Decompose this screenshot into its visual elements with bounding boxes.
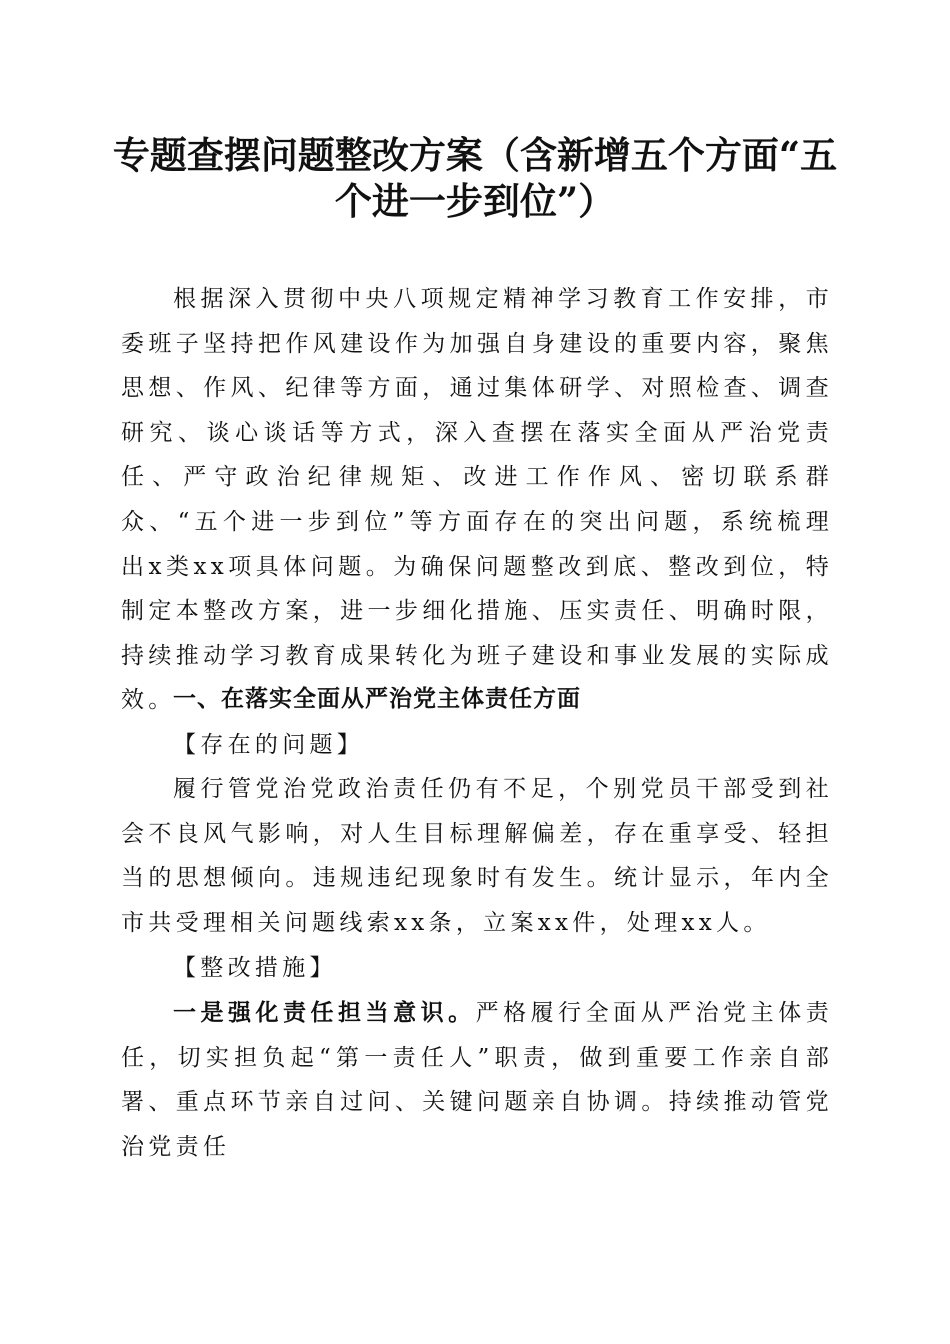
document-title: 专题查摆问题整改方案（含新增五个方面“五个进一步到位”） — [112, 133, 838, 223]
intro-paragraph: 根据深入贯彻中央八项规定精神学习教育工作安排，市委班子坚持把作风建设作为加强自身建设的重要内容，聚焦思想、作风、纪律等方面，通过集体研学、对照检查、调查研究、谈心谈话等方式，深入查摆在落实全面从严治党责任、严守政治纪律规矩、改进工作作风、密切联系群众、“五个进一步到位”等方面存在的突出问题，系统梳理出x类xx项具体问题。为确保问题整改到底、整改到位，特制定本整改方案，进一步细化措施、压实责任、明确时限，持续推动学习教育成果转化为班子建设和事业发展的实际成效。 — [121, 286, 833, 714]
measure-paragraph — [121, 991, 833, 1169]
measures-label: 【整改措施】 — [173, 955, 337, 981]
measure-lead: 一是强化责任担当意识。 — [173, 999, 476, 1026]
problems-paragraph: 履行管党治党政治责任仍有不足，个别党员干部受到社会不良风气影响，对人生目标理解偏差，存在重享受、轻担当的思想倾向。违规违纪现象时有发生。统计显示，年内全市共受理相关问题线索xx条，立案xx件，处理xx人。 — [121, 776, 833, 936]
measure-text: 严格履行全面从严治党主体责任，切实担负起“第一责任人”职责，做到重要工作亲自部署、重点环节亲自过问、关键问题亲自协调。持续推动管党治党责任 — [121, 1000, 833, 1160]
problems-label: 【存在的问题】 — [173, 732, 365, 758]
section-heading: 一、在落实全面从严治党主体责任方面 — [173, 686, 581, 712]
